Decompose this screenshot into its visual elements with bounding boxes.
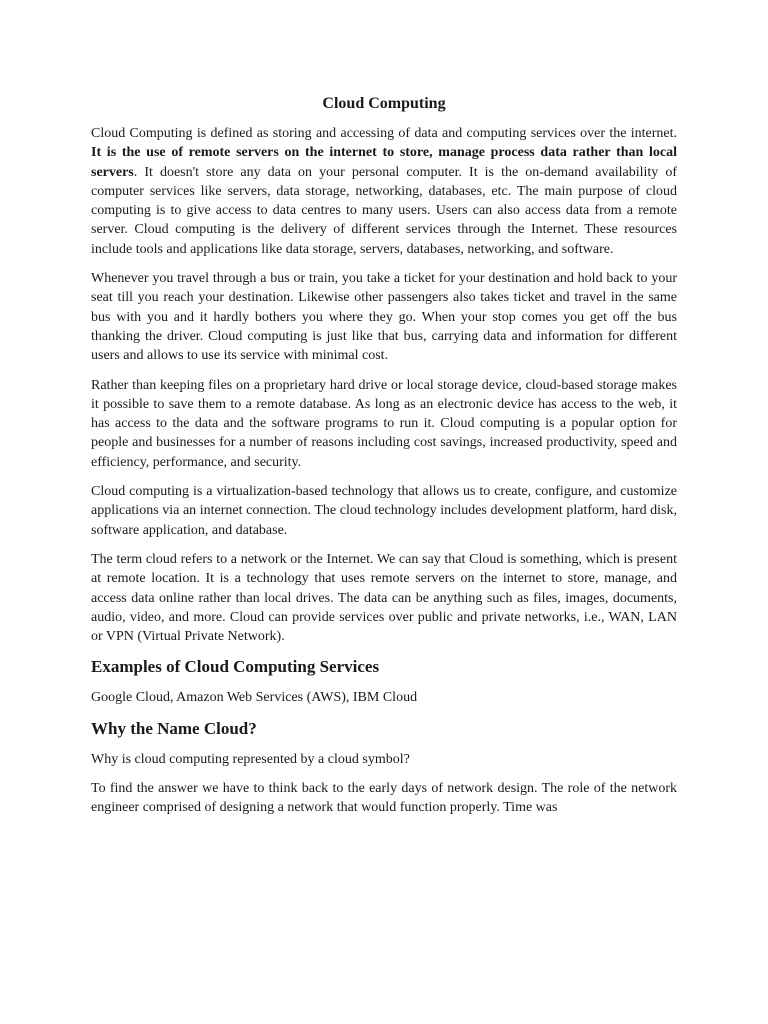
paragraph-network-design: To find the answer we have to think back to the early days of network design. The role of the network engineer comprised of designing a network that would function properly. Time was xyxy=(91,781,677,816)
paragraph-term-cloud: The term cloud refers to a network or the Internet. We can say that Cloud is something, which is present at remote location. It is a technology that uses remote servers on the internet to store, manage, and access data online rather than local drives. The data can be anything such as files, images, documents, audio, video, and more. Cloud can provide services over public and private networks, i.e., WAN, LAN or VPN (Virtual Private Network). xyxy=(91,551,677,645)
paragraph-cloud-storage: Rather than keeping files on a proprietary hard drive or local storage device, cloud-based storage makes it possible to save them to a remote database. As long as an electronic device has access to the web, it has access to the data and the software programs to run it. Cloud computing is a popular option for people and businesses for a number of reasons including cost savings, increased productivity, speed and efficiency, performance, and security. xyxy=(91,377,677,470)
paragraph-bus-analogy: Whenever you travel through a bus or train, you take a ticket for your destination and hold back to your seat till you reach your destination. Likewise other passengers also takes ticket and travel in the same bus with you and it hardly bothers you where they go. When your stop comes you get off the bus thanking the driver. Cloud computing is just like that bus, carrying data and information for different users and allows to use its service with minimal cost. xyxy=(91,271,677,364)
paragraph-definition-text-2: . It doesn't store any data on your personal computer. It is the on-demand availability of computer services like servers, data storage, networking, databases, etc. The main purpose of cloud computing is to give access to data centres to many users. Users can also access data from a remote server. Cloud computing is the delivery of different services through the Internet. These resources include tools and applications like data storage, servers, databases, networking, and software. xyxy=(91,164,677,257)
paragraph-why-question: Why is cloud computing represented by a cloud symbol? xyxy=(91,751,410,767)
section-heading-examples: Examples of Cloud Computing Services xyxy=(91,657,380,677)
section-heading-why-cloud: Why the Name Cloud? xyxy=(91,718,257,738)
paragraph-virtualization: Cloud computing is a virtualization-based technology that allows us to create, configure, and customize applications via an internet connection. The cloud technology includes development platform, hard disk, software application, and database. xyxy=(91,484,677,538)
paragraph-definition xyxy=(91,124,677,259)
paragraph-definition-text-1: Cloud Computing is defined as storing and accessing of data and computing services over the internet. xyxy=(91,126,677,141)
paragraph-examples: Google Cloud, Amazon Web Services (AWS), IBM Cloud xyxy=(91,690,418,706)
document-content xyxy=(91,93,677,828)
document-title: Cloud Computing xyxy=(322,95,446,112)
paragraph-definition-bold: It is the use of remote servers on the internet to store, manage process data rather than local servers xyxy=(91,145,677,180)
